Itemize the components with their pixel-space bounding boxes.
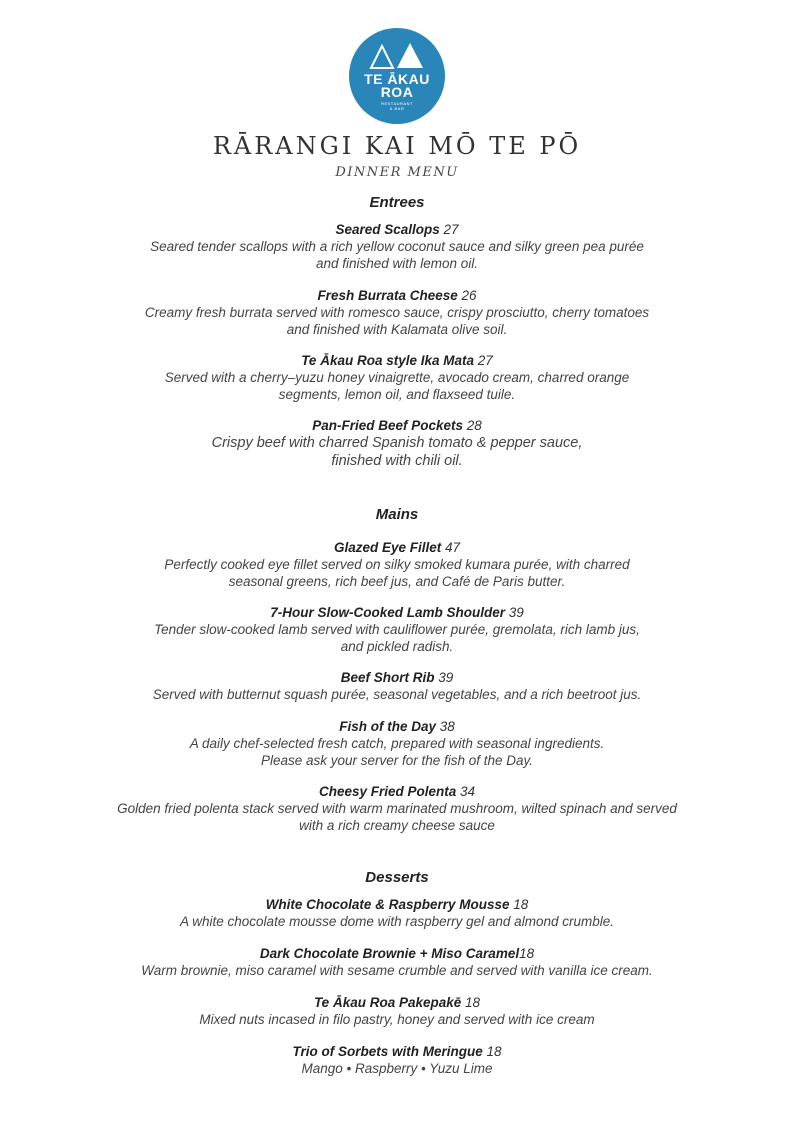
restaurant-logo (349, 28, 445, 124)
section-heading-entrees: Entrees (369, 194, 425, 211)
item-name: Fresh Burrata Cheese (317, 288, 458, 303)
item-price: 38 (439, 719, 455, 734)
item-description: Served with butternut squash purée, seasonal vegetables, and a rich beetroot jus. (152, 687, 642, 702)
item-name: Te Ākau Roa style Ika Mata (301, 353, 475, 368)
logo-name-line1: TE ĀKAU (364, 71, 430, 87)
item-description: Creamy fresh burrata served with romesco sauce, crispy prosciutto, cherry tomatoes and finished with Kalamata olive soil. (144, 305, 650, 337)
item-price: 34 (460, 784, 476, 799)
item-name: Te Ākau Roa Pakepakē (313, 995, 462, 1010)
item-name: Trio of Sorbets with Meringue (292, 1044, 483, 1059)
item-price: 26 (461, 288, 477, 303)
item-name: Pan-Fried Beef Pockets (312, 418, 463, 433)
item-price: 47 (445, 540, 461, 555)
item-description: Crispy beef with charred Spanish tomato & pepper sauce, finished with chili oil. (211, 435, 583, 469)
item-price: 39 (508, 605, 524, 620)
section-heading-desserts: Desserts (365, 869, 429, 886)
item-name: White Chocolate & Raspberry Mousse (265, 897, 510, 912)
menu-item (40, 994, 754, 1028)
item-price: 18 (519, 946, 535, 961)
item-name: Fish of the Day (339, 719, 436, 734)
item-price: 27 (443, 222, 459, 237)
item-description: Seared tender scallops with a rich yellow coconut sauce and silky green pea purée and finished with lemon oil. (150, 239, 644, 271)
menu-item (40, 896, 754, 930)
menu-item (40, 669, 754, 703)
menu-item (40, 604, 754, 655)
menu-item (40, 718, 754, 769)
menu-item (40, 1043, 754, 1077)
item-name: Beef Short Rib (340, 670, 435, 685)
menu-item (40, 221, 754, 272)
menu-item (40, 352, 754, 403)
item-description: Served with a cherry–yuzu honey vinaigrette, avocado cream, charred orange segments, lemon oil, and flaxseed tuile. (164, 370, 630, 402)
item-description: A daily chef-selected fresh catch, prepared with seasonal ingredients. Please ask your server for the fish of the Day. (189, 736, 605, 768)
item-price: 27 (477, 353, 493, 368)
item-name: 7-Hour Slow-Cooked Lamb Shoulder (270, 605, 505, 620)
item-description: Tender slow-cooked lamb served with cauliflower purée, gremolata, rich lamb jus, and pickled radish. (154, 622, 640, 654)
item-name: Cheesy Fried Polenta (318, 784, 457, 799)
item-name: Glazed Eye Fillet (333, 540, 442, 555)
item-description: Perfectly cooked eye fillet served on silky smoked kumara purée, with charred seasonal greens, rich beef jus, and Café de Paris butter. (164, 557, 630, 589)
section-heading-mains: Mains (375, 506, 419, 523)
item-description: Mixed nuts incased in filo pastry, honey and served with ice cream (199, 1012, 595, 1027)
item-price: 18 (486, 1044, 502, 1059)
item-description: A white chocolate mousse dome with raspberry gel and almond crumble. (180, 914, 614, 929)
menu-title: RĀRANGI KAI MŌ TE PŌ (212, 132, 582, 160)
menu-item (40, 783, 754, 834)
menu-item (40, 539, 754, 590)
item-price: 18 (465, 995, 481, 1010)
logo-name-line2: ROA (380, 84, 414, 100)
item-description: Golden fried polenta stack served with warm marinated mushroom, wilted spinach and served with a rich creamy cheese sauce (117, 801, 677, 833)
item-description: Warm brownie, miso caramel with sesame crumble and served with vanilla ice cream. (141, 963, 653, 978)
item-name: Dark Chocolate Brownie + Miso Caramel (259, 946, 520, 961)
menu-subtitle: DINNER MENU (335, 165, 459, 180)
logo-tagline-line2: & BAR (389, 106, 405, 111)
item-description: Mango • Raspberry • Yuzu Lime (301, 1061, 493, 1076)
menu-item (40, 287, 754, 338)
logo-tagline-line1: RESTAURANT (381, 101, 413, 106)
menu-item (40, 945, 754, 979)
item-price: 28 (466, 418, 482, 433)
item-price: 39 (438, 670, 454, 685)
item-price: 18 (513, 897, 529, 912)
menu-item (40, 417, 754, 470)
item-name: Seared Scallops (335, 222, 440, 237)
